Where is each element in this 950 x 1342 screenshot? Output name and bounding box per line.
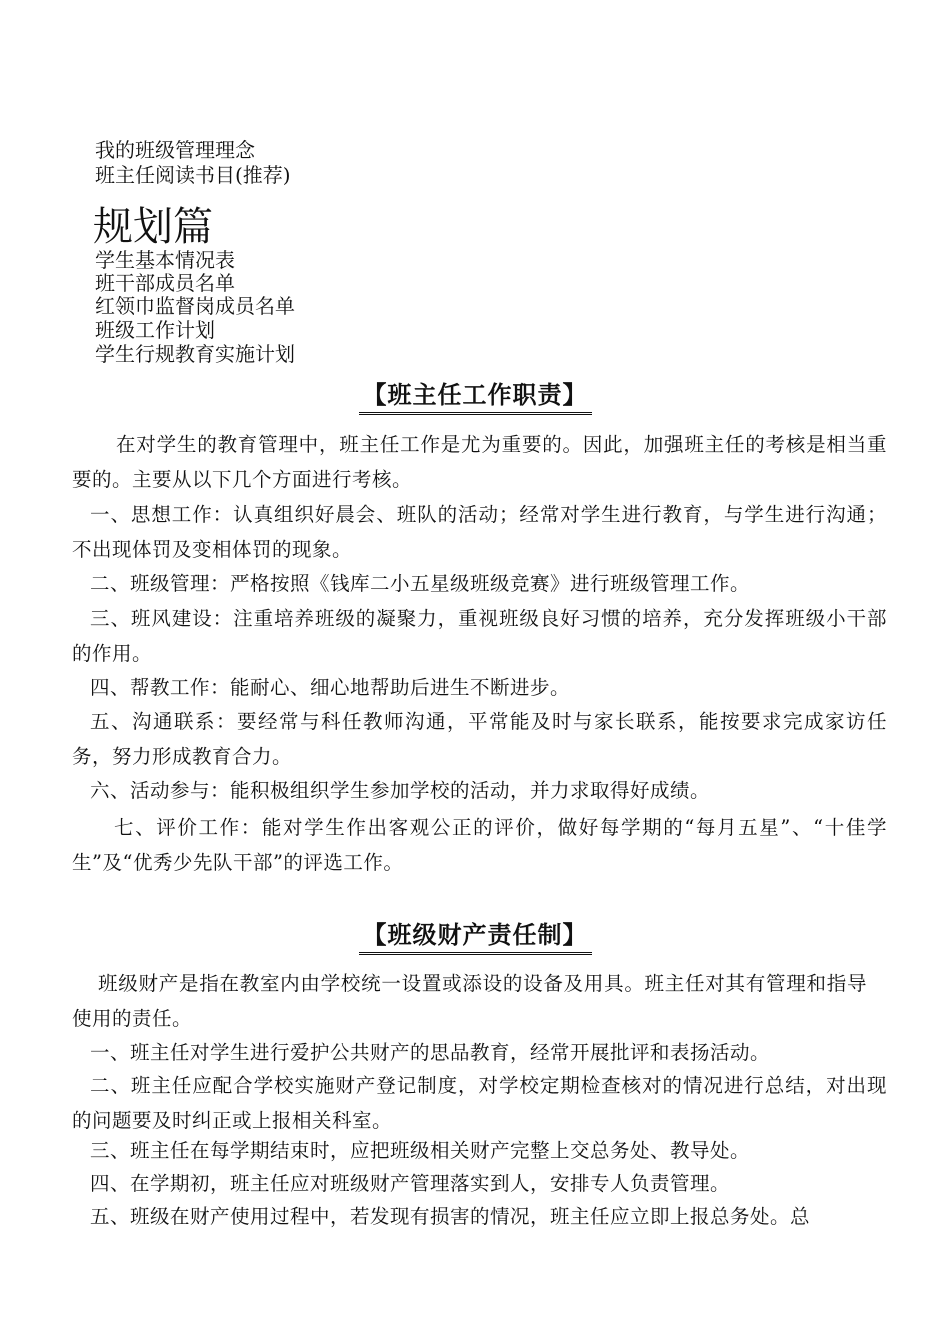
duties-heading: 【班主任工作职责】 [359,380,592,415]
plan-item-behavior-education-plan: 学生行规教育实施计划 [95,342,295,366]
property-heading-wrap [0,920,950,955]
plan-item-red-scarf-supervisors: 红领巾监督岗成员名单 [95,294,295,318]
duties-intro: 在对学生的教育管理中，班主任工作是尤为重要的。因此，加强班主任的考核是相当重要的。主要从以下几个方面进行考核。 [72,433,887,491]
plan-item-student-info: 学生基本情况表 [95,248,235,272]
property-item-damage-report: 五、班级在财产使用过程中，若发现有损害的情况，班主任应立即上报总务处。总 [90,1205,811,1228]
plan-item-class-work-plan: 班级工作计划 [95,318,215,342]
duty-item-thought-work: 一、思想工作：认真组织好晨会、班队的活动；经常对学生进行教育，与学生进行沟通；不出现体罚及变相体罚的现象。 [72,503,887,561]
duty-item-class-atmosphere: 三、班风建设：注重培养班级的凝聚力，重视班级良好习惯的培养，充分发挥班级小干部的作用。 [72,607,887,665]
duty-item-communication: 五、沟通联系：要经常与科任教师沟通，平常能及时与家长联系，能按要求完成家访任务，努力形成教育合力。 [72,710,887,768]
duty-item-evaluation: 七、评价工作：能对学生作出客观公正的评价，做好每学期的“每月五星”、“十佳学生”及“优秀少先队干部”的评选工作。 [72,816,887,874]
property-item-assignment: 四、在学期初，班主任应对班级财产管理落实到人，安排专人负责管理。 [90,1172,731,1195]
property-item-education: 一、班主任对学生进行爱护公共财产的思品教育，经常开展批评和表扬活动。 [90,1041,771,1064]
property-item-registration: 二、班主任应配合学校实施财产登记制度，对学校定期检查核对的情况进行总结，对出现的问题要及时纠正或上报相关科室。 [72,1074,887,1132]
toc-item-reading-list: 班主任阅读书目(推荐) [95,163,291,187]
toc-item-class-management-philosophy: 我的班级管理理念 [95,138,255,162]
duties-heading-wrap [0,380,950,415]
property-item-handover: 三、班主任在每学期结束时，应把班级相关财产完整上交总务处、教导处。 [90,1139,751,1162]
property-intro: 班级财产是指在教室内由学校统一设置或添设的设备及用具。班主任对其有管理和指导使用的责任。 [72,972,867,1030]
duty-item-activity-participation: 六、活动参与：能积极组织学生参加学校的活动，并力求取得好成绩。 [90,779,711,802]
duty-item-class-management: 二、班级管理：严格按照《钱库二小五星级班级竞赛》进行班级管理工作。 [90,572,751,595]
plan-item-class-cadres: 班干部成员名单 [95,271,235,295]
property-heading: 【班级财产责任制】 [359,920,592,955]
duty-item-tutoring: 四、帮教工作：能耐心、细心地帮助后进生不断进步。 [90,676,571,699]
planning-section-title: 规划篇 [93,204,213,250]
